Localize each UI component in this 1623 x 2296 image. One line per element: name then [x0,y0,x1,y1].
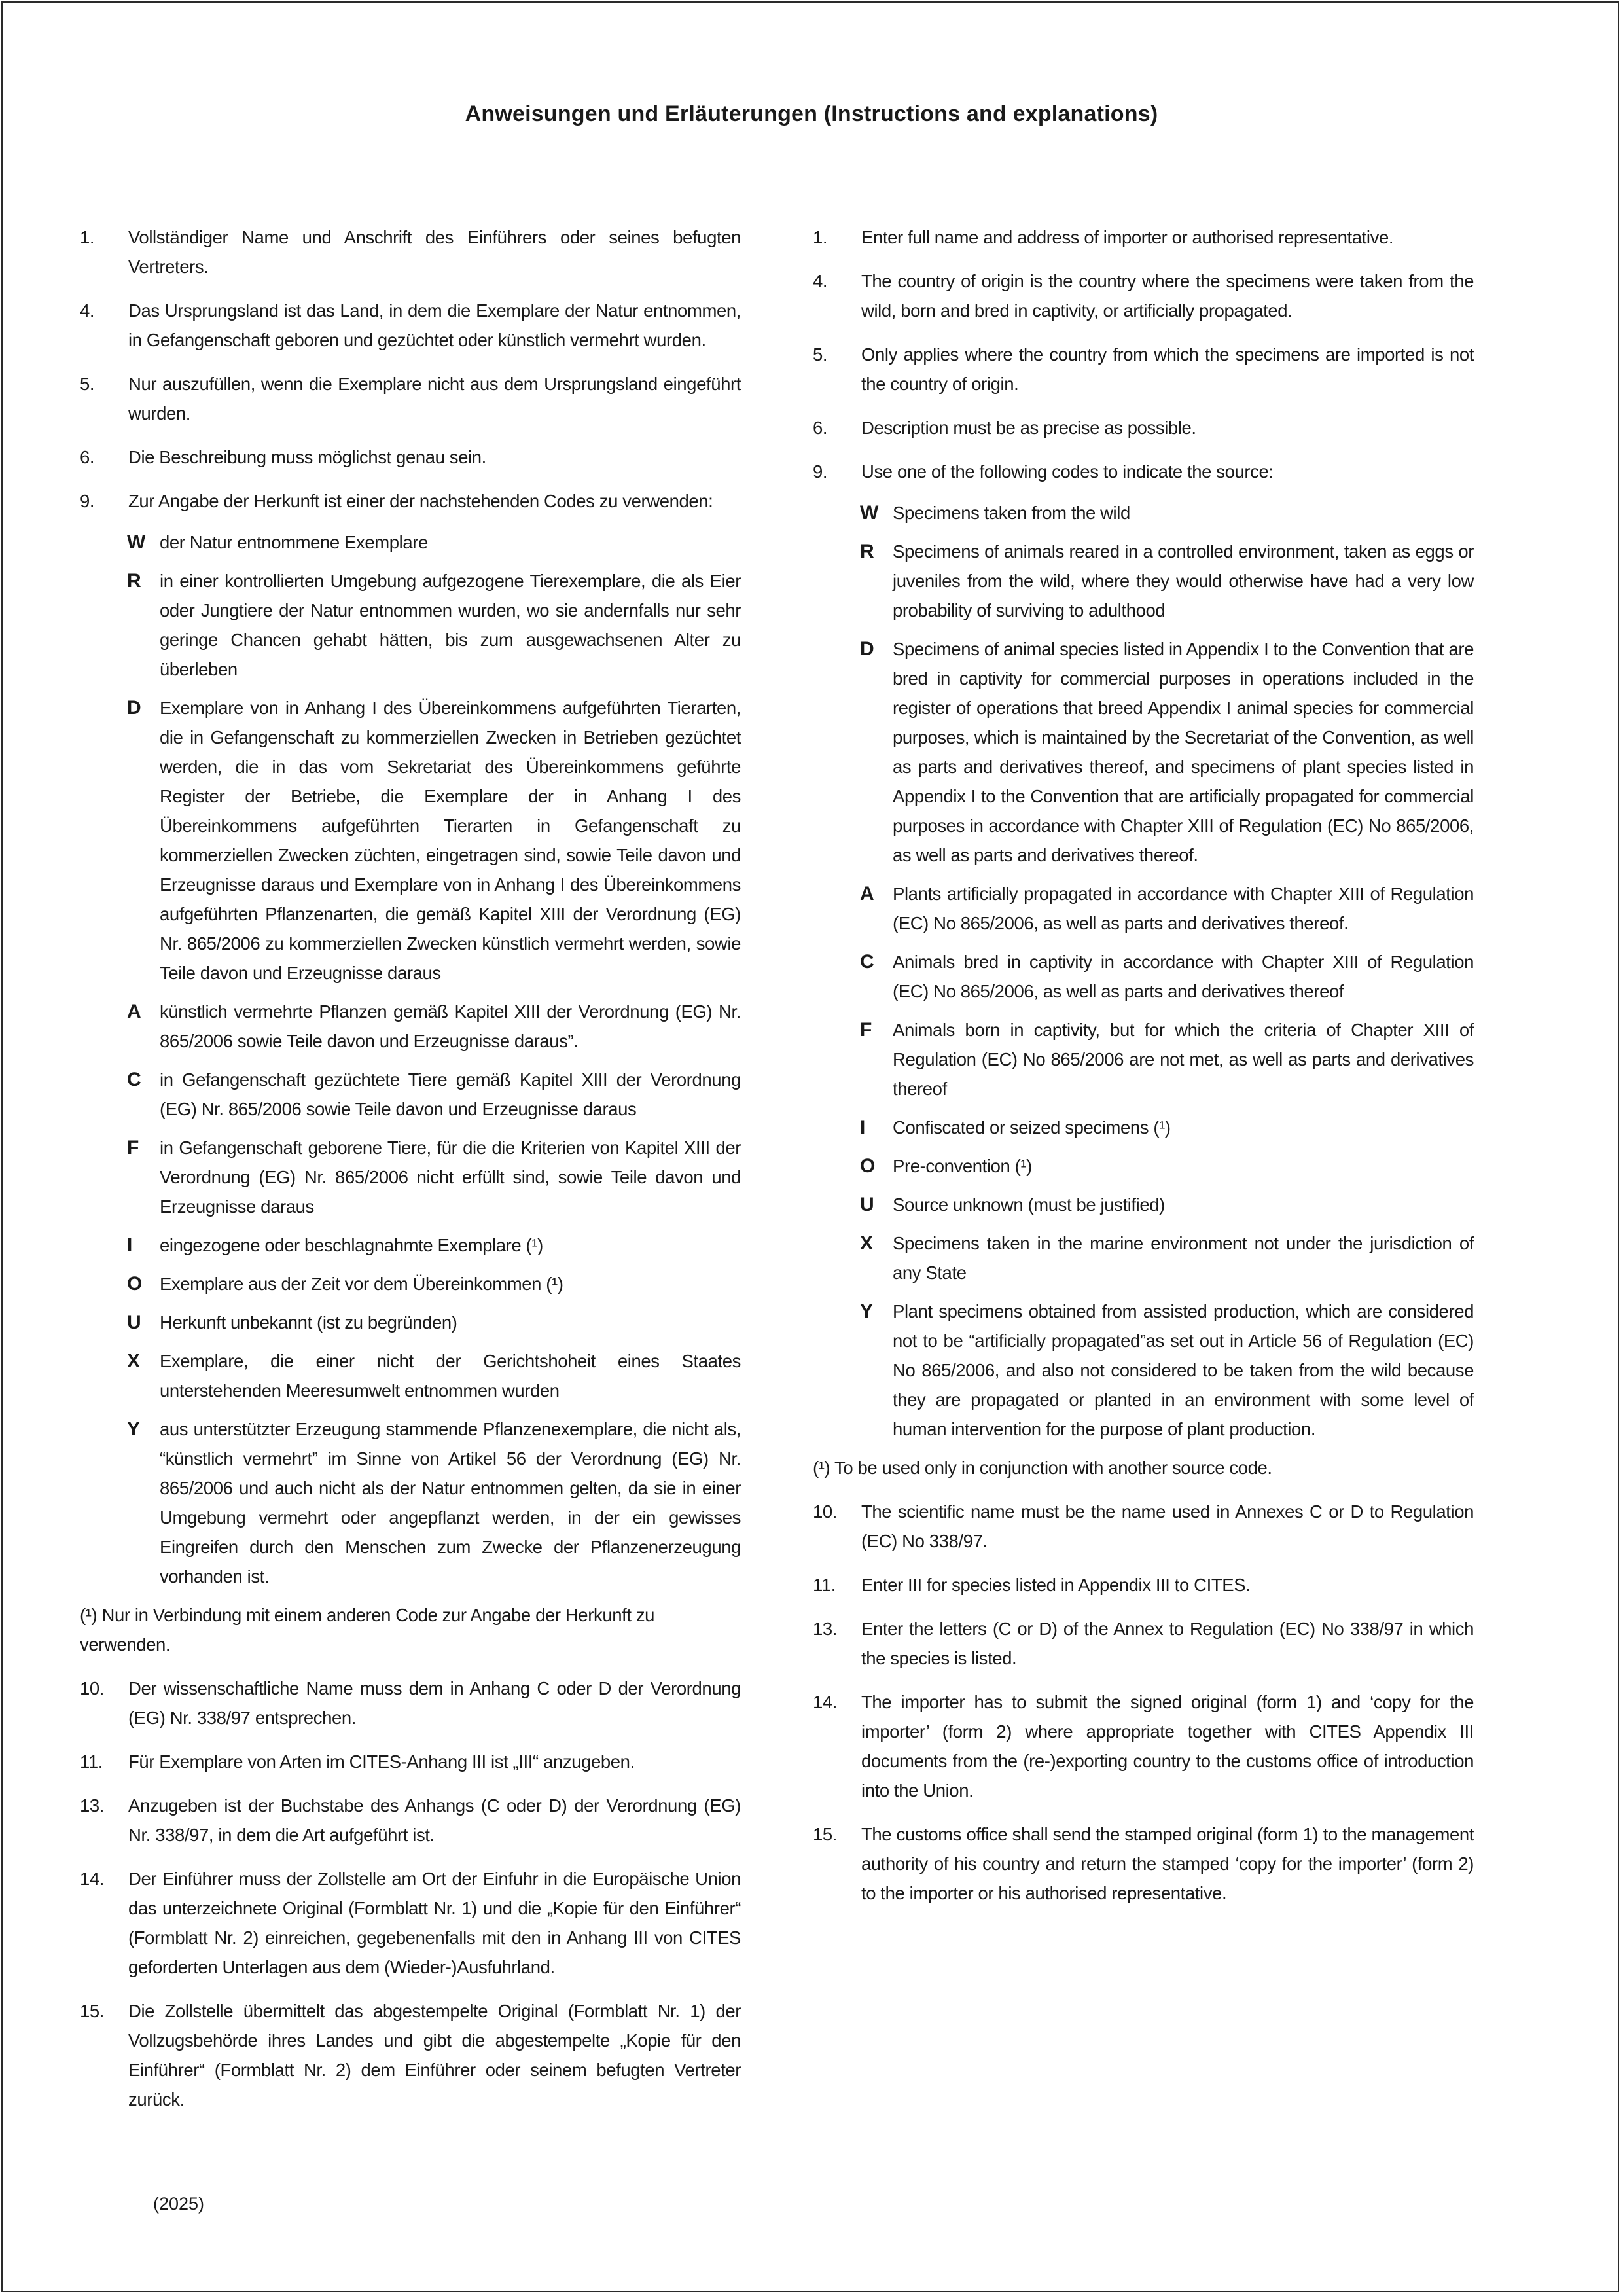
instruction-number: 9. [80,491,95,511]
instruction-item [813,340,1474,399]
instruction-text: Enter the letters (C or D) of the Annex to Regulation (EC) No 338/97 in which the species is listed. [861,1619,1474,1668]
source-code-text: Exemplare von in Anhang I des Übereinkommens aufgeführten Tierarten, die in Gefangenschaft zu kommerziellen Zwecken in Betrieben gezüchtet werden, die in das vom Sekretariat des Übereinkommens geführte Register der Betriebe, die Exemplare der in Anhang I des Übereinkommens aufgeführten Tierarten in Gefangenschaft zu kommerziellen Zwecken züchten, eingetragen sind, sowie Teile davon und Erzeugnisse daraus und Exemplare von in Anhang I des Übereinkommens aufgeführten Pflanzenarten, die gemäß Kapitel XIII der Verordnung (EG) Nr. 865/2006 zu kommerziellen Zwecken künstlich vermehrt werden, sowie Teile davon und Erzeugnisse daraus [160,698,741,983]
source-code-item [80,1346,741,1405]
instruction-text: Der Einführer muss der Zollstelle am Ort der Einfuhr in die Europäische Union das unterzeichnete Original (Formblatt Nr. 1) und die „Kopie für den Einführer“ (Formblatt Nr. 2) einreichen, gegebenenfalls mit den in Anhang III von CITES geforderten Unterlagen aus dem (Wieder-)Ausfuhrland. [128,1869,741,1977]
source-code-letter: F [127,1137,139,1158]
instruction-text: Description must be as precise as possible. [861,418,1196,438]
source-code-text: Specimens of animal species listed in Appendix I to the Convention that are bred in captivity for commercial purposes in operations included in the register of operations that breed Appendix I animal species for commercial purposes, which is maintained by the Secretariat of the Convention, as well as parts and derivatives thereof, and specimens of plant species listed in Appendix I to the Convention that are artificially propagated for commercial purposes in accordance with Chapter XIII of Regulation (EC) No 865/2006, as well as parts and derivatives thereof. [893,639,1474,865]
instruction-number: 4. [80,300,95,321]
instruction-item [813,1614,1474,1673]
instruction-text: Use one of the following codes to indicate the source: [861,461,1274,482]
footnote: (¹) Nur in Verbindung mit einem anderen Code zur Angabe der Herkunft zu verwenden. [80,1605,655,1655]
instruction-item [813,1570,1474,1600]
instruction-number: 5. [80,374,95,394]
instruction-item [80,1791,741,1850]
instruction-text: Der wissenschaftliche Name muss dem in Anhang C oder D der Verordnung (EG) Nr. 338/97 entsprechen. [128,1678,741,1728]
source-code-text: Source unknown (must be justified) [893,1194,1165,1215]
source-code-letter: O [127,1273,142,1295]
instruction-number: 6. [80,447,95,467]
items-before [813,223,1474,486]
source-code-letter: X [860,1232,873,1254]
instruction-text: Only applies where the country from which the specimens are imported is not the country of origin. [861,344,1474,394]
source-code-item [80,1133,741,1221]
source-code-item [80,1308,741,1337]
source-code-item [80,693,741,988]
instruction-item [80,442,741,472]
instruction-number: 13. [80,1795,105,1816]
source-code-text: der Natur entnommene Exemplare [160,532,428,552]
source-code-item [813,1229,1474,1287]
source-code-letter: C [127,1069,141,1090]
source-code-letter: D [860,638,874,660]
source-code-list [813,498,1474,1444]
source-code-item [80,1269,741,1299]
source-code-text: eingezogene oder beschlagnahmte Exemplare (¹) [160,1235,543,1255]
source-code-text: Animals bred in captivity in accordance with Chapter XIII of Regulation (EC) No 865/2006, as well as parts and derivatives thereof [893,952,1474,1001]
source-code-text: Exemplare aus der Zeit vor dem Übereinkommen (¹) [160,1274,563,1294]
source-code-text: Specimens taken from the wild [893,503,1130,523]
instruction-number: 14. [813,1692,838,1712]
instruction-number: 15. [813,1824,838,1844]
source-code-letter: I [127,1234,132,1256]
source-code-letter: W [860,502,878,524]
source-code-text: in Gefangenschaft gezüchtete Tiere gemäß Kapitel XIII der Verordnung (EG) Nr. 865/2006 sowie Teile davon und Erzeugnisse daraus [160,1069,741,1119]
instruction-number: 1. [813,227,828,247]
source-code-letter: A [860,883,874,905]
instruction-number: 10. [813,1501,838,1522]
source-code-text: künstlich vermehrte Pflanzen gemäß Kapitel XIII der Verordnung (EG) Nr. 865/2006 sowie Teile davon und Erzeugnisse daraus”. [160,1001,741,1051]
instruction-item [813,266,1474,325]
source-code-item [80,566,741,684]
instruction-number: 6. [813,418,828,438]
source-code-letter: D [127,697,141,719]
source-code-item [80,528,741,557]
instruction-text: Die Zollstelle übermittelt das abgestempelte Original (Formblatt Nr. 1) der Vollzugsbehörde ihres Landes und gibt die abgestempelte „Kopie für den Einführer“ (Formblatt Nr. 2) dem Einführer oder seinem befugten Vertreter zurück. [128,2001,741,2109]
instruction-number: 13. [813,1619,838,1639]
source-code-letter: A [127,1001,141,1022]
instruction-number: 11. [80,1751,103,1772]
instruction-item [80,296,741,355]
source-code-text: Plant specimens obtained from assisted production, which are considered not to be “artificially propagated”as set out in Article 56 of Regulation (EC) No 865/2006, and also not considered to be taken from the wild because they are propagated or planted in an environment with some level of human intervention for the purpose of plant production. [893,1301,1474,1439]
source-code-text: Herkunft unbekannt (ist zu begründen) [160,1312,457,1333]
source-code-text: aus unterstützter Erzeugung stammende Pflanzenexemplare, die nicht als, “künstlich vermehrt” im Sinne von Artikel 56 der Verordnung (EG) Nr. 865/2006 und auch nicht als der Natur entnommen gelten, da sie in einer Umgebung vermehrt oder angepflanzt werden, in der ein gewisses Eingreifen durch den Menschen zum Zwecke der Pflanzenerzeugung vorhanden ist. [160,1419,741,1587]
instruction-number: 9. [813,461,828,482]
footnote: (¹) To be used only in conjunction with another source code. [813,1458,1272,1478]
items-after [80,1674,741,2114]
source-code-item [813,1151,1474,1181]
page-title: Anweisungen und Erläuterungen (Instructions and explanations) [465,101,1158,126]
instruction-item [813,1687,1474,1805]
source-code-letter: O [860,1155,875,1177]
source-code-item [813,1297,1474,1444]
source-code-text: Specimens taken in the marine environment not under the jurisdiction of any State [893,1233,1474,1283]
source-code-text: Animals born in captivity, but for which the criteria of Chapter XIII of Regulation (EC) No 865/2006 are not met, as well as parts and derivatives thereof [893,1020,1474,1099]
source-code-letter: R [127,570,141,592]
instruction-item [813,457,1474,486]
instruction-number: 5. [813,344,828,365]
source-code-list [80,528,741,1591]
source-code-letter: C [860,951,874,973]
instruction-number: 11. [813,1575,836,1595]
source-code-item [813,879,1474,938]
instruction-text: Enter full name and address of importer or authorised representative. [861,227,1394,247]
items-before [80,223,741,516]
instruction-text: The scientific name must be the name used in Annexes C or D to Regulation (EC) No 338/97. [861,1501,1474,1551]
instruction-item [80,1864,741,1982]
instruction-number: 14. [80,1869,105,1889]
instruction-text: The importer has to submit the signed original (form 1) and ‘copy for the importer’ (form 2) where appropriate together with CITES Appendix III documents from the (re-)exporting country to the customs office of introduction into the Union. [861,1692,1474,1801]
instruction-text: Enter III for species listed in Appendix III to CITES. [861,1575,1251,1595]
instruction-item [80,1747,741,1776]
edition-year: (2025) [153,2194,205,2214]
source-code-letter: Y [860,1300,873,1322]
source-code-item [813,634,1474,870]
source-code-item [813,537,1474,625]
instruction-number: 4. [813,271,828,291]
source-code-text: in Gefangenschaft geborene Tiere, für die die Kriterien von Kapitel XIII der Verordnung (EG) Nr. 865/2006 nicht erfüllt sind, sowie Teile davon und Erzeugnisse daraus [160,1138,741,1217]
source-code-item [80,1230,741,1260]
source-code-letter: F [860,1019,872,1041]
instruction-item [80,1674,741,1732]
source-code-text: Plants artificially propagated in accordance with Chapter XIII of Regulation (EC) No 865/2006, as well as parts and derivatives thereof. [893,884,1474,933]
instruction-number: 10. [80,1678,105,1698]
instruction-text: The customs office shall send the stamped original (form 1) to the management authority of his country and return the stamped ‘copy for the importer’ (form 2) to the importer or his authorised representative. [861,1824,1474,1903]
source-code-letter: W [127,531,145,553]
source-code-letter: Y [127,1418,140,1440]
source-code-letter: U [860,1194,874,1215]
source-code-item [80,1414,741,1591]
instruction-number: 1. [80,227,95,247]
source-code-letter: R [860,541,874,562]
instruction-text: Zur Angabe der Herkunft ist einer der nachstehenden Codes zu verwenden: [128,491,713,511]
source-code-letter: I [860,1117,865,1138]
source-code-text: Exemplare, die einer nicht der Gerichtshoheit eines Staates unterstehenden Meeresumwelt entnommen wurden [160,1351,741,1401]
items-after [813,1497,1474,1908]
instruction-text: Das Ursprungsland ist das Land, in dem die Exemplare der Natur entnommen, in Gefangenschaft geboren und gezüchtet oder künstlich vermehrt wurden. [128,300,741,350]
english-column [813,223,1474,1922]
instruction-number: 15. [80,2001,105,2021]
source-code-item [813,1190,1474,1219]
german-column [80,223,741,2128]
source-code-text: in einer kontrollierten Umgebung aufgezogene Tierexemplare, die als Eier oder Jungtiere der Natur entnommen wurden, wo sie andernfalls nur sehr geringe Chancen gehabt hätten, bis zum ausgewachsenen Alter zu überleben [160,571,741,679]
source-code-text: Confiscated or seized specimens (¹) [893,1117,1171,1138]
instruction-text: Nur auszufüllen, wenn die Exemplare nicht aus dem Ursprungsland eingeführt wurden. [128,374,741,423]
instruction-item [813,1497,1474,1556]
instruction-text: Die Beschreibung muss möglichst genau sein. [128,447,486,467]
instruction-text: Vollständiger Name und Anschrift des Einführers oder seines befugten Vertreters. [128,227,741,277]
instruction-text: The country of origin is the country where the specimens were taken from the wild, born and bred in captivity, or artificially propagated. [861,271,1474,321]
instruction-text: Anzugeben ist der Buchstabe des Anhangs (C oder D) der Verordnung (EG) Nr. 338/97, in dem die Art aufgeführt ist. [128,1795,741,1845]
source-code-item [80,1065,741,1124]
source-code-item [813,947,1474,1006]
source-code-item [80,997,741,1056]
instruction-item [80,486,741,516]
source-code-item [813,1015,1474,1103]
instruction-item [80,369,741,428]
source-code-letter: X [127,1350,140,1372]
source-code-text: Pre-convention (¹) [893,1156,1032,1176]
instruction-item [813,1820,1474,1908]
instruction-text: Für Exemplare von Arten im CITES-Anhang III ist „III“ anzugeben. [128,1751,635,1772]
instruction-item [80,1996,741,2114]
instruction-item [80,223,741,281]
source-code-item [813,498,1474,528]
instruction-item [813,413,1474,442]
source-code-item [813,1113,1474,1142]
source-code-text: Specimens of animals reared in a controlled environment, taken as eggs or juveniles from the wild, where they would otherwise have had a very low probability of surviving to adulthood [893,541,1474,620]
source-code-letter: U [127,1312,141,1333]
instruction-item [813,223,1474,252]
